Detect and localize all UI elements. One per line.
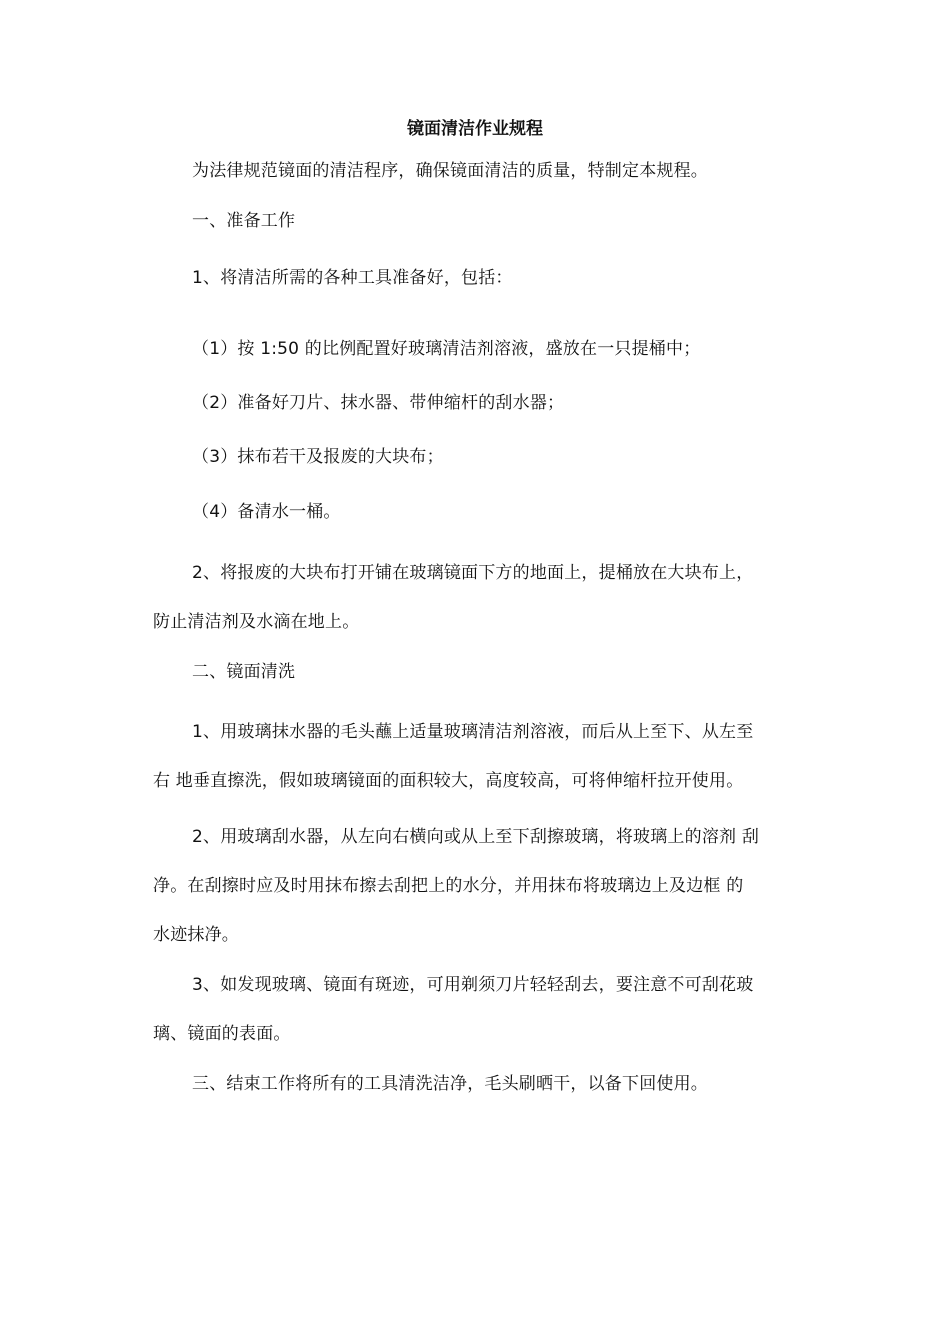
section1-item2-line2: 防止清洁剂及水滴在地上。 (153, 612, 360, 632)
section2-item2-line3: 水迹抹净。 (153, 925, 239, 945)
section1-sub3: （3）抹布若干及报废的大块布； (192, 447, 444, 467)
section2-item3-line2: 璃、镜面的表面。 (153, 1024, 291, 1044)
section1-heading: 一、准备工作 (192, 211, 296, 231)
section2-item1-line1: 1、用玻璃抹水器的毛头蘸上适量玻璃清洁剂溶液，而后从上至下、从左至 (192, 722, 754, 742)
section1-item2-line1: 2、将报废的大块布打开铺在玻璃镜面下方的地面上，提桶放在大块布上， (192, 563, 754, 583)
section2-item1-line2: 右 地垂直擦洗，假如玻璃镜面的面积较大，高度较高，可将伸缩杆拉开使用。 (153, 771, 744, 791)
section1-sub4: （4）备清水一桶。 (192, 502, 341, 522)
section1-sub1: （1）按 1:50 的比例配置好玻璃清洁剂溶液，盛放在一只提桶中； (192, 339, 701, 359)
document-title: 镜面清洁作业规程 (407, 119, 543, 139)
section1-item1: 1、将清洁所需的各种工具准备好，包括： (192, 268, 513, 288)
section3-text: 三、结束工作将所有的工具清洗洁净，毛头刷晒干，以备下回使用。 (192, 1074, 708, 1094)
section2-item2-line2: 净。在刮擦时应及时用抹布擦去刮把上的水分，并用抹布将玻璃边上及边框 的 (153, 876, 744, 896)
intro-paragraph: 为法律规范镜面的清洁程序，确保镜面清洁的质量，特制定本规程。 (192, 161, 708, 181)
section2-item2-line1: 2、用玻璃刮水器，从左向右横向或从上至下刮擦玻璃，将玻璃上的溶剂 刮 (192, 827, 760, 847)
section1-sub2: （2）准备好刀片、抹水器、带伸缩杆的刮水器； (192, 393, 565, 413)
section2-item3-line1: 3、如发现玻璃、镜面有斑迹，可用剃须刀片轻轻刮去，要注意不可刮花玻 (192, 975, 754, 995)
section2-heading: 二、镜面清洗 (192, 662, 296, 682)
